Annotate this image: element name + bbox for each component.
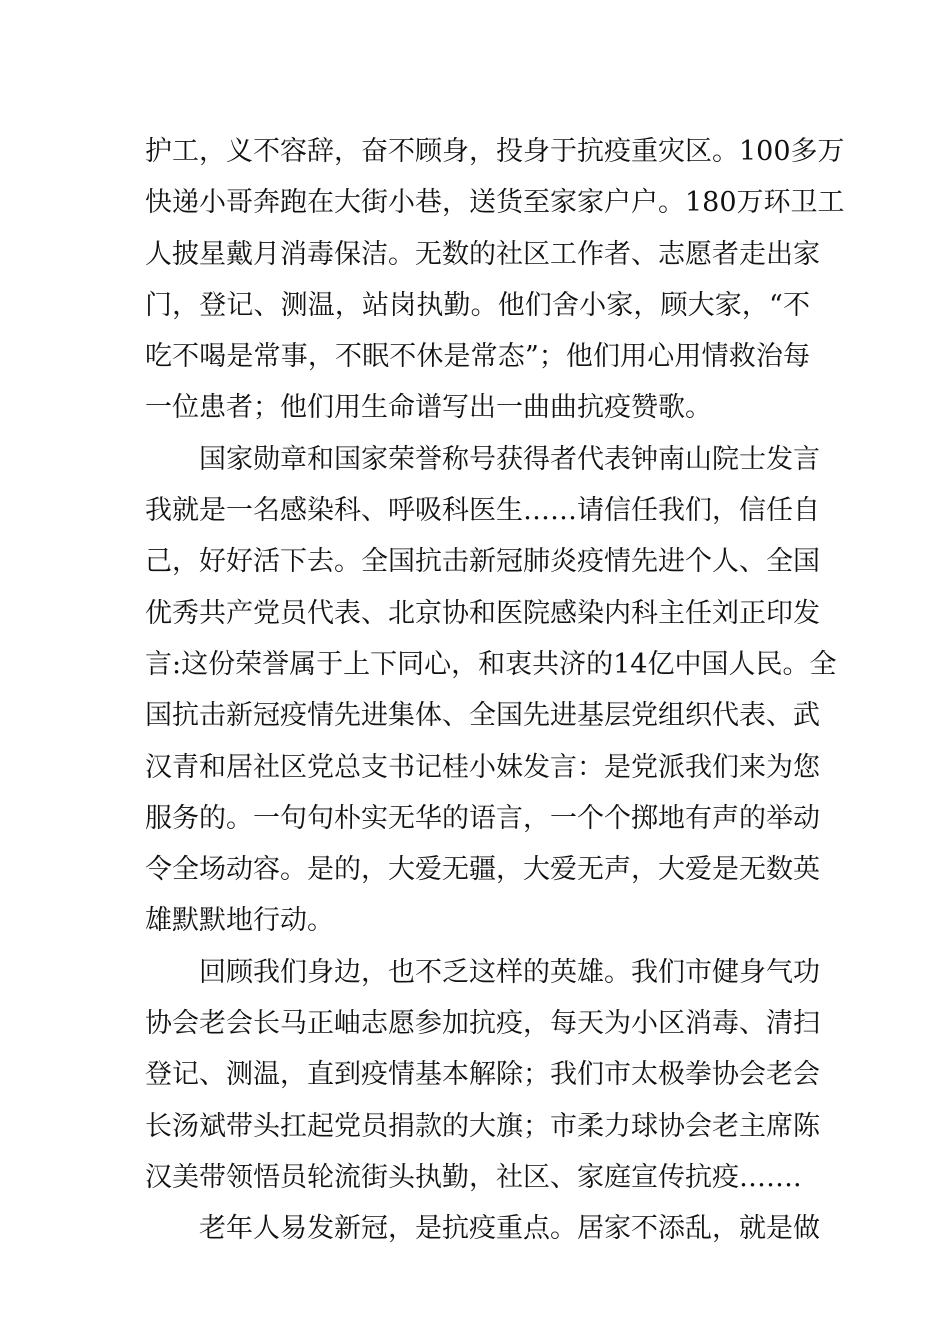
body-text	[145, 126, 845, 1255]
text-line: 协会老会长马正岫志愿参加抗疫，每天为小区消毒、清扫	[145, 1008, 820, 1040]
text-line: 雄默默地行动。	[145, 905, 334, 937]
text-line: 言:这份荣誉属于上下同心，和衷共济的14亿中国人民。全	[145, 648, 837, 680]
text-line: 一位患者；他们用生命谱写出一曲曲抗疫赞歌。	[145, 392, 712, 424]
text-line: 优秀共产党员代表、北京协和医院感染内科主任刘正印发	[145, 597, 820, 629]
paragraph-first-line: 国家勋章和国家荣誉称号获得者代表钟南山院士发言	[199, 443, 820, 475]
text-line: 人披星戴月消毒保洁。无数的社区工作者、志愿者走出家	[145, 238, 820, 270]
text-line: 护工，义不容辞，奋不顾身，投身于抗疫重灾区。100多万	[145, 136, 845, 167]
paragraph-first-line: 回顾我们身边，也不乏这样的英雄。我们市健身气功	[199, 956, 820, 988]
text-line: 服务的。一句句朴实无华的语言，一个个掷地有声的举动	[145, 802, 820, 834]
paragraph-first-line: 老年人易发新冠，是抗疫重点。居家不添乱，就是做	[199, 1213, 820, 1245]
text-line: 门，登记、测温，站岗执勤。他们舍小家，顾大家，“不	[145, 289, 810, 321]
text-line: 吃不喝是常事，不眠不休是常态”；他们用心用情救治每	[145, 341, 810, 373]
text-line: 国抗击新冠疫情先进集体、全国先进基层党组织代表、武	[145, 700, 820, 732]
text-line: 令全场动容。是的，大爱无疆，大爱无声，大爱是无数英	[145, 854, 820, 886]
text-line: 长汤斌带头扛起党员捐款的大旗；市柔力球协会老主席陈	[145, 1110, 820, 1142]
text-line: 己，好好活下去。全国抗击新冠肺炎疫情先进个人、全国	[145, 546, 820, 578]
text-line: 快递小哥奔跑在大街小巷，送货至家家户户。180万环卫工	[145, 187, 845, 219]
text-line: 登记、测温，直到疫情基本解除；我们市太极拳协会老会	[145, 1059, 820, 1091]
text-line: 汉美带领悟员轮流街头执勤，社区、家庭宣传抗疫…….	[145, 1161, 802, 1193]
text-line: 汉青和居社区党总支书记桂小妹发言：是党派我们来为您	[145, 751, 820, 783]
text-line: 我就是一名感染科、呼吸科医生……请信任我们，信任自	[145, 495, 820, 527]
